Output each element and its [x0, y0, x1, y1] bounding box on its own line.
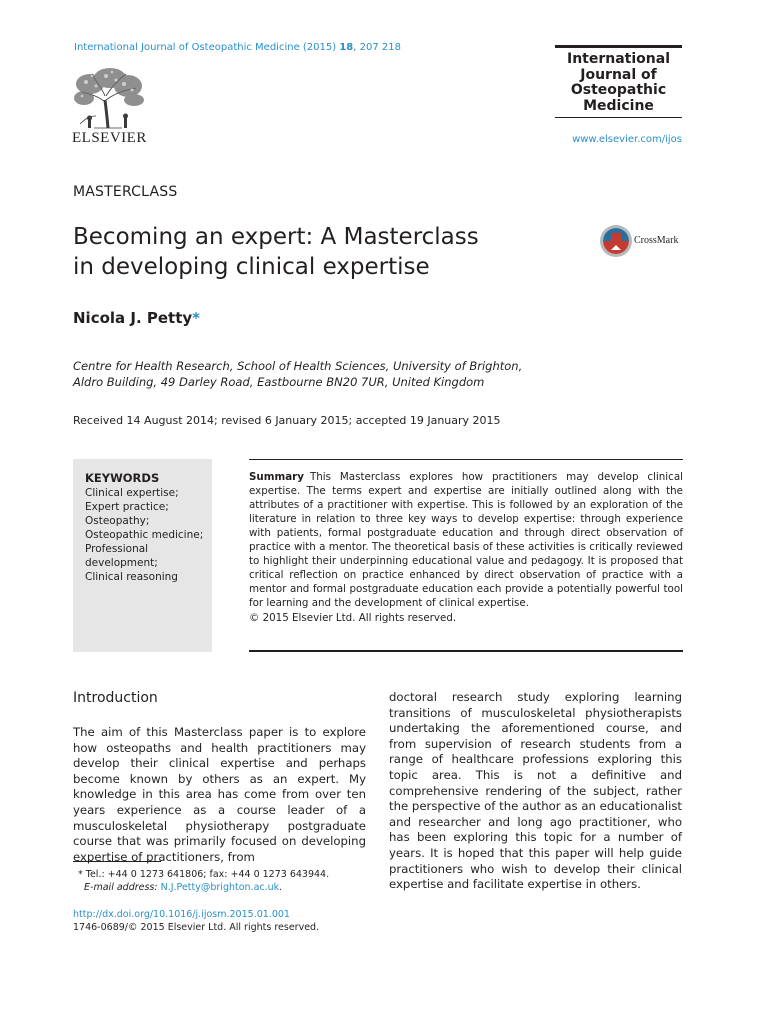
keyword-item: Osteopathic medicine; — [85, 529, 204, 541]
body-column-2: doctoral research study exploring learning transitions of musculoskeletal physiotherapists undertaking the aforementioned course, and from supervision of research students from a range of healthcare professions exploring this topic area. This is not a definitive and comprehensive rendering of the subject, rather the perspective of the author as an educationalist and researcher and long ago practitioner, who has been exploring this topic for a number of years. It is hoped that this paper will help guide practitioners who wish to develop their clinical expertise and facilitate expertise in others. — [389, 690, 682, 892]
citation-pages: , 207 218 — [353, 42, 401, 53]
journal-name-line-4: Medicine — [583, 97, 654, 114]
author-affiliation — [73, 358, 593, 390]
affiliation-line-1: Centre for Health Research, School of Health Sciences, University of Brighton, — [73, 359, 523, 373]
journal-url-link[interactable]: www.elsevier.com/ijos — [572, 134, 682, 145]
publisher-name: ELSEVIER — [72, 130, 147, 146]
abstract-copyright: © 2015 Elsevier Ltd. All rights reserved. — [249, 612, 457, 624]
keyword-item: Osteopathy; — [85, 515, 150, 527]
citation-volume: 18 — [339, 42, 354, 53]
journal-name-line-3: Osteopathic — [570, 82, 667, 98]
article-dates: Received 14 August 2014; revised 6 January 2015; accepted 19 January 2015 — [73, 414, 501, 427]
section-heading-introduction: Introduction — [73, 690, 158, 706]
citation-journal: International Journal of Osteopathic Medicine (2015) — [74, 42, 340, 53]
author-footnote-link[interactable]: * — [192, 309, 201, 327]
issn-copyright: 1746-0689/© 2015 Elsevier Ltd. All rights reserved. — [73, 922, 320, 933]
body-column-1: The aim of this Masterclass paper is to explore how osteopaths and health practitioners may develop their clinical expertise and perhaps become known by others as an expert. My knowledge in this area has come from over ten years experience as a course leader of a musculoskeletal physiotherapy postgraduate course that was primarily focused on developing expertise of practitioners, from — [73, 725, 366, 864]
journal-citation[interactable] — [74, 42, 401, 53]
article-title-line-1: Becoming an expert: A Masterclass — [73, 224, 479, 250]
journal-name-line-1: International — [566, 51, 670, 67]
doi-link[interactable]: http://dx.doi.org/10.1016/j.ijosm.2015.01.001 — [73, 909, 290, 920]
footnote-email-label: E-mail address: — [84, 882, 161, 893]
keywords-heading: KEYWORDS — [85, 471, 160, 485]
affiliation-line-2: Aldro Building, 49 Darley Road, Eastbourne BN20 7UR, United Kingdom — [73, 375, 485, 389]
journal-name-box — [555, 45, 682, 118]
journal-name-line-2: Journal of — [580, 66, 657, 83]
section-label: MASTERCLASS — [73, 184, 178, 200]
abstract-text: This Masterclass explores how practitioners may develop clinical expertise. The terms expert and expertise are initially outlined along with the attributes of a practitioner with expertise. This is followed by an exploration of the literature in relation to three key ways to develop expertise: through experience with patients, formal postgraduate education and through direct observation of practice with a mentor. The theoretical basis of these activities is critically reviewed to highlight their underpinning educational value and pedagogy. It is proposed that critical reflection on practice enhanced by direct observation of practice with a mentor and formal postgraduate education each provide a potentially powerful tool for learning and the development of clinical expertise. — [249, 471, 683, 609]
keywords-box — [73, 459, 212, 652]
footnote-rule — [73, 861, 161, 862]
article-title-line-2: in developing clinical expertise — [73, 254, 430, 280]
abstract-bottom-rule — [249, 650, 683, 652]
keyword-item: Professional — [85, 543, 149, 555]
author-name-text: Nicola J. Petty — [73, 309, 193, 327]
footnote-tel: Tel.: +44 0 1273 641806; fax: +44 0 1273 643944. — [82, 869, 330, 880]
elsevier-tree-logo-icon — [72, 66, 146, 130]
keyword-item: Expert practice; — [85, 501, 169, 513]
footnote-email-link[interactable]: N.J.Petty@brighton.ac.uk — [160, 882, 280, 893]
abstract-label: Summary — [249, 471, 304, 483]
crossmark-label[interactable]: CrossMark — [634, 235, 679, 246]
author-footnote — [78, 868, 329, 894]
footnote-mark: * — [78, 869, 83, 880]
footnote-email-end: . — [279, 882, 283, 893]
keyword-item: development; — [85, 557, 158, 569]
article-title — [73, 222, 543, 282]
keyword-item: Clinical expertise; — [85, 487, 179, 499]
keyword-item: Clinical reasoning — [85, 571, 178, 583]
abstract-summary — [249, 470, 683, 610]
author-name — [73, 309, 200, 327]
abstract-top-rule — [249, 459, 683, 460]
